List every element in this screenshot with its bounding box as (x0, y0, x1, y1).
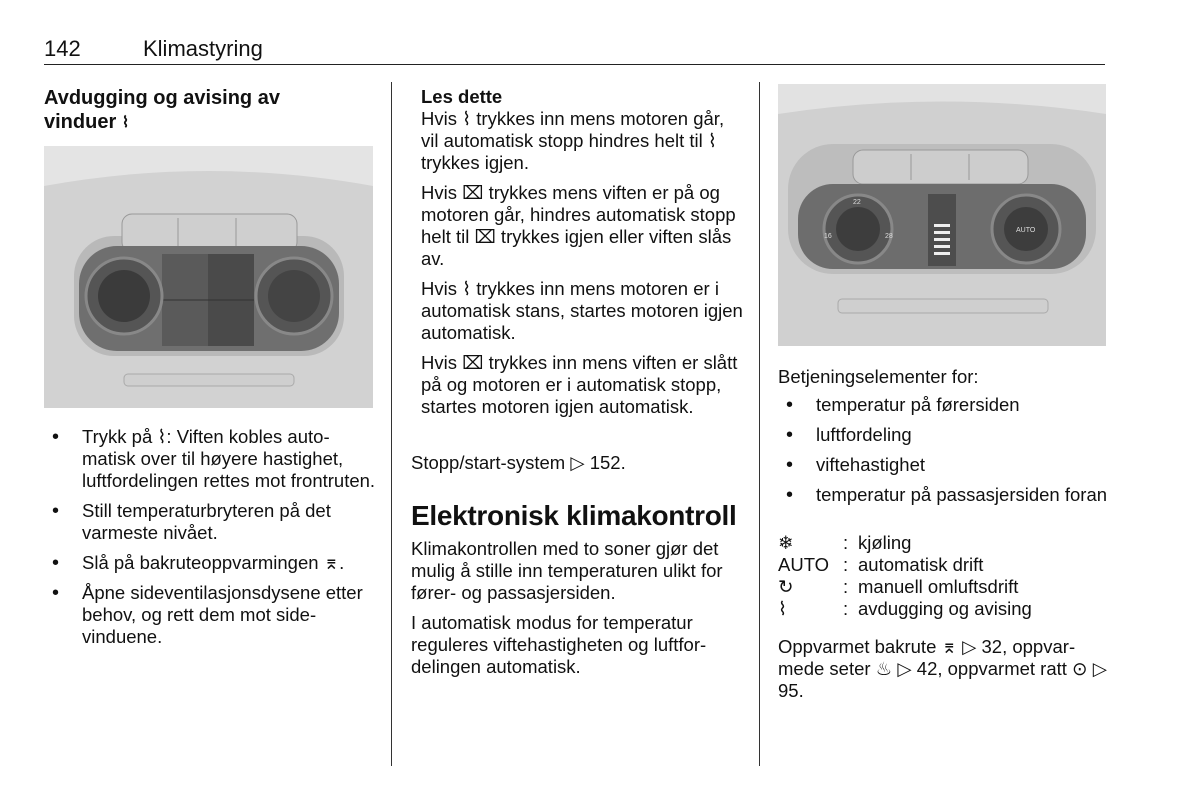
note-title: Les dette (421, 86, 503, 107)
temp-label-mid: 22 (853, 199, 861, 206)
list-item: • Slå på bakruteoppvarmingen ⌆. (44, 552, 376, 574)
heading-line: Avdugging og avising av (44, 87, 280, 109)
page-title: Klimastyring (143, 36, 263, 61)
list-item: • Trykk på ⌇: Viften kobles automatisk over til høyere hastighet, luftfordelingen rettes mot frontruten. (44, 426, 376, 492)
heading-text: vinduer (44, 111, 117, 133)
legend-description: kjøling (858, 532, 912, 553)
note-paragraph: Hvis ⌧ trykkes mens viften er på og motoren går, hindres automatisk stopp helt til ⌧ trykkes igjen eller viften slås av. (421, 182, 736, 269)
legend-description: automatisk drift (858, 554, 984, 575)
list-item: • temperatur på førersiden (778, 394, 1108, 416)
recirculation-icon: ↻ (778, 576, 794, 597)
controls-intro: Betjeningselementer for: (778, 366, 979, 387)
climate-panel-illustration (44, 146, 373, 408)
list-item: • Still temperaturbryteren på det varmeste nivået. (44, 500, 376, 544)
symbol-legend (778, 532, 1108, 620)
auto-label: AUTO (1016, 227, 1036, 234)
cross-reference: Stopp/start-system ▷ 152. (411, 452, 626, 473)
section-heading: Elektronisk klimakontroll (411, 500, 737, 531)
legend-colon: : (843, 598, 849, 619)
page-number: 142 (44, 36, 81, 61)
legend-row (778, 576, 1108, 598)
list-item: • Åpne sideventilasjonsdysene etter behov, og rett dem mot sidevinduene. (44, 582, 376, 648)
defrost-icon: ⌇ (778, 598, 788, 619)
body-text (411, 538, 746, 686)
climate-panel-figure (44, 146, 373, 408)
legend-colon: : (843, 532, 849, 553)
defrost-icon: ⌇ (121, 114, 130, 131)
note-paragraph: Hvis ⌧ trykkes inn mens viften er slått på og motoren er i automatisk stopp, startes motoren igjen automatisk. (421, 352, 738, 417)
legend-colon: : (843, 576, 849, 597)
legend-description: manuell omluftsdrift (858, 576, 1019, 597)
header-rule (44, 64, 1105, 65)
section-heading (44, 86, 374, 135)
legend-row (778, 554, 1108, 576)
legend-row (778, 598, 1108, 620)
climate-control-illustration (778, 84, 1106, 346)
list-item: • luftfordeling (778, 424, 1108, 446)
body-paragraph: Klimakontrollen med to soner gjør det mulig å stille inn temperaturen ulikt for fører- og passasjersiden. (411, 538, 723, 603)
cooling-icon: ❄ (778, 532, 794, 553)
note-paragraph: Hvis ⌇ trykkes inn mens motoren er i automatisk stans, startes motoren igjen automatisk. (421, 278, 743, 343)
legend-colon: : (843, 554, 849, 575)
footer-references: Oppvarmet bakrute ⌆ ▷ 32, oppvarmede seter ♨ ▷ 42, oppvarmet ratt ⊙ ▷ 95. (778, 636, 1107, 701)
note-box (421, 86, 743, 426)
temp-label-high: 28 (885, 233, 893, 240)
auto-label: AUTO (778, 554, 830, 575)
column-divider (391, 82, 392, 766)
instruction-list (44, 426, 376, 656)
body-paragraph: I automatisk modus for temperatur reguleres viftehastigheten og luftfordelingen automatisk. (411, 612, 707, 677)
column-divider (759, 82, 760, 766)
list-item: • temperatur på passasjersiden foran (778, 484, 1108, 506)
note-paragraph: Hvis ⌇ trykkes inn mens motoren går, vil automatisk stopp hindres helt til ⌇ trykkes igjen. (421, 108, 725, 173)
legend-row (778, 532, 1108, 554)
legend-description: avdugging og avising (858, 598, 1032, 619)
list-item: • viftehastighet (778, 454, 1108, 476)
climate-control-figure (778, 84, 1106, 346)
heading-line (44, 110, 374, 135)
temp-label-low: 16 (824, 233, 832, 240)
controls-list (778, 394, 1108, 514)
